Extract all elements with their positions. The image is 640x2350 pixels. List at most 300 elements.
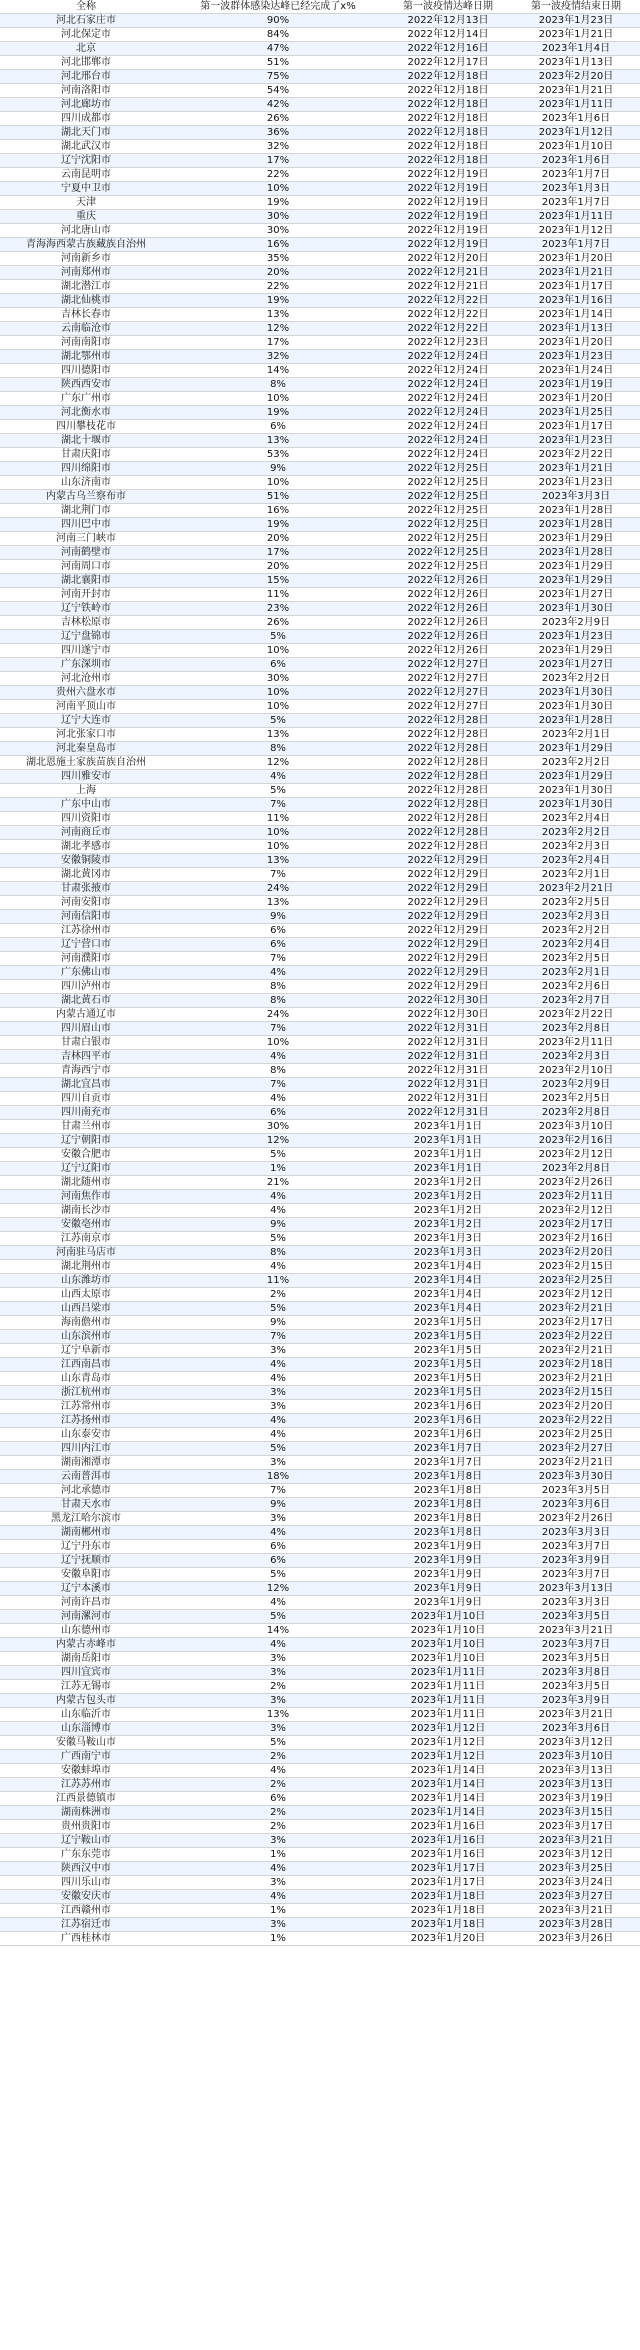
cell-peak-date[interactable]: 2022年12月28日 <box>384 840 512 854</box>
cell-percent[interactable]: 53% <box>172 448 384 462</box>
cell-end-date[interactable]: 2023年1月29日 <box>512 560 640 574</box>
cell-name[interactable]: 辽宁鞍山市 <box>0 1834 172 1848</box>
cell-percent[interactable]: 2% <box>172 1680 384 1694</box>
cell-percent[interactable]: 16% <box>172 238 384 252</box>
cell-name[interactable]: 山西吕梁市 <box>0 1302 172 1316</box>
cell-end-date[interactable]: 2023年1月6日 <box>512 154 640 168</box>
cell-name[interactable]: 湖北荆州市 <box>0 1260 172 1274</box>
cell-name[interactable]: 四川雅安市 <box>0 770 172 784</box>
cell-percent[interactable]: 20% <box>172 266 384 280</box>
cell-peak-date[interactable]: 2023年1月8日 <box>384 1470 512 1484</box>
cell-name[interactable]: 四川资阳市 <box>0 812 172 826</box>
cell-percent[interactable]: 9% <box>172 1498 384 1512</box>
cell-name[interactable]: 甘肃白银市 <box>0 1036 172 1050</box>
cell-percent[interactable]: 4% <box>172 1050 384 1064</box>
cell-name[interactable]: 湖北黄冈市 <box>0 868 172 882</box>
cell-end-date[interactable]: 2023年1月10日 <box>512 140 640 154</box>
cell-peak-date[interactable]: 2023年1月12日 <box>384 1722 512 1736</box>
cell-name[interactable]: 天津 <box>0 196 172 210</box>
cell-peak-date[interactable]: 2023年1月5日 <box>384 1316 512 1330</box>
cell-percent[interactable]: 3% <box>172 1722 384 1736</box>
cell-percent[interactable]: 7% <box>172 952 384 966</box>
cell-name[interactable]: 湖南岳阳市 <box>0 1652 172 1666</box>
header-name[interactable]: 全称 <box>0 0 172 14</box>
cell-peak-date[interactable]: 2022年12月23日 <box>384 336 512 350</box>
cell-peak-date[interactable]: 2022年12月26日 <box>384 630 512 644</box>
cell-name[interactable]: 湖北襄阳市 <box>0 574 172 588</box>
cell-name[interactable]: 河北沧州市 <box>0 672 172 686</box>
cell-end-date[interactable]: 2023年2月4日 <box>512 812 640 826</box>
cell-peak-date[interactable]: 2022年12月24日 <box>384 350 512 364</box>
cell-end-date[interactable]: 2023年2月4日 <box>512 938 640 952</box>
cell-peak-date[interactable]: 2022年12月18日 <box>384 84 512 98</box>
cell-peak-date[interactable]: 2023年1月4日 <box>384 1288 512 1302</box>
cell-end-date[interactable]: 2023年3月24日 <box>512 1876 640 1890</box>
cell-peak-date[interactable]: 2022年12月31日 <box>384 1106 512 1120</box>
cell-end-date[interactable]: 2023年3月9日 <box>512 1694 640 1708</box>
cell-end-date[interactable]: 2023年3月17日 <box>512 1820 640 1834</box>
cell-end-date[interactable]: 2023年3月3日 <box>512 1596 640 1610</box>
cell-name[interactable]: 河北承德市 <box>0 1484 172 1498</box>
cell-percent[interactable]: 9% <box>172 462 384 476</box>
cell-percent[interactable]: 7% <box>172 1330 384 1344</box>
cell-end-date[interactable]: 2023年2月20日 <box>512 70 640 84</box>
cell-percent[interactable]: 5% <box>172 1148 384 1162</box>
cell-peak-date[interactable]: 2022年12月28日 <box>384 714 512 728</box>
cell-peak-date[interactable]: 2023年1月6日 <box>384 1400 512 1414</box>
cell-name[interactable]: 吉林松原市 <box>0 616 172 630</box>
cell-percent[interactable]: 10% <box>172 840 384 854</box>
cell-percent[interactable]: 6% <box>172 420 384 434</box>
cell-name[interactable]: 四川泸州市 <box>0 980 172 994</box>
cell-percent[interactable]: 17% <box>172 336 384 350</box>
cell-percent[interactable]: 19% <box>172 406 384 420</box>
cell-end-date[interactable]: 2023年2月21日 <box>512 1456 640 1470</box>
cell-name[interactable]: 山东济南市 <box>0 476 172 490</box>
cell-percent[interactable]: 15% <box>172 574 384 588</box>
cell-name[interactable]: 河北廊坊市 <box>0 98 172 112</box>
cell-percent[interactable]: 30% <box>172 224 384 238</box>
cell-name[interactable]: 河北张家口市 <box>0 728 172 742</box>
cell-percent[interactable]: 7% <box>172 1078 384 1092</box>
cell-peak-date[interactable]: 2022年12月28日 <box>384 756 512 770</box>
cell-end-date[interactable]: 2023年1月20日 <box>512 336 640 350</box>
cell-end-date[interactable]: 2023年2月21日 <box>512 882 640 896</box>
cell-name[interactable]: 内蒙古赤峰市 <box>0 1638 172 1652</box>
cell-end-date[interactable]: 2023年2月5日 <box>512 1092 640 1106</box>
cell-peak-date[interactable]: 2023年1月3日 <box>384 1232 512 1246</box>
cell-name[interactable]: 四川遂宁市 <box>0 644 172 658</box>
cell-peak-date[interactable]: 2022年12月26日 <box>384 616 512 630</box>
cell-peak-date[interactable]: 2023年1月9日 <box>384 1568 512 1582</box>
cell-percent[interactable]: 75% <box>172 70 384 84</box>
header-percent[interactable]: 第一波群体感染达峰已经完成了x% <box>172 0 384 14</box>
cell-peak-date[interactable]: 2023年1月5日 <box>384 1330 512 1344</box>
cell-percent[interactable]: 12% <box>172 1134 384 1148</box>
cell-peak-date[interactable]: 2023年1月9日 <box>384 1554 512 1568</box>
cell-name[interactable]: 云南临沧市 <box>0 322 172 336</box>
cell-peak-date[interactable]: 2023年1月9日 <box>384 1582 512 1596</box>
cell-percent[interactable]: 14% <box>172 1624 384 1638</box>
cell-peak-date[interactable]: 2023年1月8日 <box>384 1498 512 1512</box>
cell-end-date[interactable]: 2023年3月19日 <box>512 1792 640 1806</box>
cell-name[interactable]: 湖北武汉市 <box>0 140 172 154</box>
cell-peak-date[interactable]: 2023年1月10日 <box>384 1638 512 1652</box>
cell-peak-date[interactable]: 2022年12月21日 <box>384 266 512 280</box>
cell-end-date[interactable]: 2023年1月12日 <box>512 224 640 238</box>
cell-name[interactable]: 辽宁大连市 <box>0 714 172 728</box>
cell-end-date[interactable]: 2023年2月2日 <box>512 672 640 686</box>
cell-name[interactable]: 河北邢台市 <box>0 70 172 84</box>
cell-peak-date[interactable]: 2022年12月31日 <box>384 1064 512 1078</box>
cell-percent[interactable]: 12% <box>172 322 384 336</box>
cell-percent[interactable]: 5% <box>172 1442 384 1456</box>
cell-percent[interactable]: 10% <box>172 644 384 658</box>
cell-end-date[interactable]: 2023年3月28日 <box>512 1918 640 1932</box>
cell-end-date[interactable]: 2023年2月21日 <box>512 1344 640 1358</box>
cell-end-date[interactable]: 2023年2月15日 <box>512 1260 640 1274</box>
cell-end-date[interactable]: 2023年1月24日 <box>512 364 640 378</box>
cell-percent[interactable]: 4% <box>172 770 384 784</box>
cell-end-date[interactable]: 2023年2月17日 <box>512 1218 640 1232</box>
cell-percent[interactable]: 5% <box>172 1736 384 1750</box>
cell-end-date[interactable]: 2023年3月13日 <box>512 1582 640 1596</box>
cell-peak-date[interactable]: 2023年1月11日 <box>384 1680 512 1694</box>
cell-percent[interactable]: 3% <box>172 1918 384 1932</box>
cell-name[interactable]: 河南开封市 <box>0 588 172 602</box>
cell-end-date[interactable]: 2023年1月17日 <box>512 420 640 434</box>
cell-name[interactable]: 四川乐山市 <box>0 1876 172 1890</box>
cell-percent[interactable]: 10% <box>172 182 384 196</box>
cell-end-date[interactable]: 2023年1月29日 <box>512 532 640 546</box>
cell-percent[interactable]: 47% <box>172 42 384 56</box>
cell-percent[interactable]: 2% <box>172 1820 384 1834</box>
cell-name[interactable]: 云南普洱市 <box>0 1470 172 1484</box>
cell-end-date[interactable]: 2023年1月20日 <box>512 252 640 266</box>
cell-peak-date[interactable]: 2022年12月18日 <box>384 126 512 140</box>
cell-end-date[interactable]: 2023年1月7日 <box>512 196 640 210</box>
cell-percent[interactable]: 1% <box>172 1848 384 1862</box>
cell-percent[interactable]: 10% <box>172 1036 384 1050</box>
cell-name[interactable]: 北京 <box>0 42 172 56</box>
cell-end-date[interactable]: 2023年2月11日 <box>512 1190 640 1204</box>
cell-percent[interactable]: 16% <box>172 504 384 518</box>
cell-end-date[interactable]: 2023年1月6日 <box>512 112 640 126</box>
cell-peak-date[interactable]: 2023年1月2日 <box>384 1204 512 1218</box>
cell-end-date[interactable]: 2023年3月25日 <box>512 1862 640 1876</box>
cell-name[interactable]: 河南南阳市 <box>0 336 172 350</box>
cell-name[interactable]: 黑龙江哈尔滨市 <box>0 1512 172 1526</box>
cell-peak-date[interactable]: 2022年12月22日 <box>384 308 512 322</box>
cell-name[interactable]: 辽宁抚顺市 <box>0 1554 172 1568</box>
cell-peak-date[interactable]: 2022年12月31日 <box>384 1050 512 1064</box>
cell-peak-date[interactable]: 2022年12月28日 <box>384 728 512 742</box>
cell-name[interactable]: 湖南株洲市 <box>0 1806 172 1820</box>
cell-end-date[interactable]: 2023年1月29日 <box>512 742 640 756</box>
cell-end-date[interactable]: 2023年1月29日 <box>512 644 640 658</box>
cell-name[interactable]: 安徽合肥市 <box>0 1148 172 1162</box>
cell-peak-date[interactable]: 2023年1月14日 <box>384 1792 512 1806</box>
cell-name[interactable]: 河南许昌市 <box>0 1596 172 1610</box>
cell-name[interactable]: 湖北潜江市 <box>0 280 172 294</box>
cell-name[interactable]: 吉林四平市 <box>0 1050 172 1064</box>
cell-name[interactable]: 江苏苏州市 <box>0 1778 172 1792</box>
cell-percent[interactable]: 6% <box>172 1792 384 1806</box>
cell-end-date[interactable]: 2023年1月30日 <box>512 602 640 616</box>
cell-percent[interactable]: 3% <box>172 1386 384 1400</box>
cell-name[interactable]: 湖南郴州市 <box>0 1526 172 1540</box>
cell-name[interactable]: 广东深圳市 <box>0 658 172 672</box>
cell-end-date[interactable]: 2023年2月10日 <box>512 1064 640 1078</box>
cell-end-date[interactable]: 2023年2月8日 <box>512 1162 640 1176</box>
cell-peak-date[interactable]: 2022年12月29日 <box>384 952 512 966</box>
cell-end-date[interactable]: 2023年2月22日 <box>512 1008 640 1022</box>
cell-end-date[interactable]: 2023年2月3日 <box>512 1050 640 1064</box>
cell-end-date[interactable]: 2023年1月27日 <box>512 588 640 602</box>
cell-end-date[interactable]: 2023年2月6日 <box>512 980 640 994</box>
cell-percent[interactable]: 3% <box>172 1512 384 1526</box>
cell-end-date[interactable]: 2023年2月5日 <box>512 896 640 910</box>
cell-end-date[interactable]: 2023年2月8日 <box>512 1022 640 1036</box>
cell-end-date[interactable]: 2023年2月26日 <box>512 1176 640 1190</box>
cell-peak-date[interactable]: 2023年1月5日 <box>384 1358 512 1372</box>
cell-peak-date[interactable]: 2022年12月14日 <box>384 28 512 42</box>
cell-peak-date[interactable]: 2023年1月4日 <box>384 1302 512 1316</box>
cell-percent[interactable]: 3% <box>172 1456 384 1470</box>
cell-percent[interactable]: 90% <box>172 14 384 28</box>
cell-percent[interactable]: 4% <box>172 1414 384 1428</box>
cell-peak-date[interactable]: 2023年1月8日 <box>384 1512 512 1526</box>
cell-peak-date[interactable]: 2023年1月3日 <box>384 1246 512 1260</box>
cell-peak-date[interactable]: 2022年12月28日 <box>384 812 512 826</box>
cell-name[interactable]: 甘肃兰州市 <box>0 1120 172 1134</box>
cell-percent[interactable]: 4% <box>172 1372 384 1386</box>
cell-end-date[interactable]: 2023年1月7日 <box>512 238 640 252</box>
cell-percent[interactable]: 10% <box>172 686 384 700</box>
cell-percent[interactable]: 4% <box>172 1862 384 1876</box>
cell-end-date[interactable]: 2023年3月7日 <box>512 1638 640 1652</box>
cell-name[interactable]: 青海西宁市 <box>0 1064 172 1078</box>
cell-end-date[interactable]: 2023年3月21日 <box>512 1708 640 1722</box>
cell-end-date[interactable]: 2023年3月10日 <box>512 1750 640 1764</box>
cell-name[interactable]: 四川自贡市 <box>0 1092 172 1106</box>
cell-end-date[interactable]: 2023年1月21日 <box>512 462 640 476</box>
cell-name[interactable]: 湖北恩施土家族苗族自治州 <box>0 756 172 770</box>
cell-peak-date[interactable]: 2022年12月27日 <box>384 672 512 686</box>
cell-peak-date[interactable]: 2022年12月19日 <box>384 224 512 238</box>
cell-percent[interactable]: 2% <box>172 1750 384 1764</box>
cell-peak-date[interactable]: 2022年12月30日 <box>384 1008 512 1022</box>
cell-name[interactable]: 江西南昌市 <box>0 1358 172 1372</box>
cell-percent[interactable]: 4% <box>172 1526 384 1540</box>
cell-percent[interactable]: 8% <box>172 378 384 392</box>
cell-peak-date[interactable]: 2022年12月29日 <box>384 924 512 938</box>
cell-peak-date[interactable]: 2023年1月2日 <box>384 1190 512 1204</box>
cell-name[interactable]: 甘肃天水市 <box>0 1498 172 1512</box>
cell-name[interactable]: 云南昆明市 <box>0 168 172 182</box>
cell-end-date[interactable]: 2023年1月16日 <box>512 294 640 308</box>
cell-name[interactable]: 辽宁沈阳市 <box>0 154 172 168</box>
cell-percent[interactable]: 7% <box>172 1484 384 1498</box>
cell-end-date[interactable]: 2023年1月13日 <box>512 56 640 70</box>
cell-percent[interactable]: 22% <box>172 280 384 294</box>
cell-end-date[interactable]: 2023年1月23日 <box>512 350 640 364</box>
cell-name[interactable]: 安徽铜陵市 <box>0 854 172 868</box>
cell-peak-date[interactable]: 2022年12月26日 <box>384 602 512 616</box>
cell-percent[interactable]: 7% <box>172 868 384 882</box>
cell-percent[interactable]: 8% <box>172 980 384 994</box>
cell-peak-date[interactable]: 2023年1月11日 <box>384 1694 512 1708</box>
cell-end-date[interactable]: 2023年2月26日 <box>512 1512 640 1526</box>
cell-peak-date[interactable]: 2023年1月14日 <box>384 1778 512 1792</box>
cell-percent[interactable]: 7% <box>172 1022 384 1036</box>
cell-name[interactable]: 贵州六盘水市 <box>0 686 172 700</box>
cell-end-date[interactable]: 2023年1月28日 <box>512 504 640 518</box>
cell-name[interactable]: 陕西西安市 <box>0 378 172 392</box>
cell-name[interactable]: 湖北天门市 <box>0 126 172 140</box>
cell-peak-date[interactable]: 2022年12月28日 <box>384 798 512 812</box>
cell-peak-date[interactable]: 2023年1月18日 <box>384 1918 512 1932</box>
cell-name[interactable]: 山东临沂市 <box>0 1708 172 1722</box>
cell-percent[interactable]: 13% <box>172 308 384 322</box>
cell-percent[interactable]: 11% <box>172 812 384 826</box>
cell-end-date[interactable]: 2023年3月5日 <box>512 1484 640 1498</box>
cell-end-date[interactable]: 2023年1月25日 <box>512 406 640 420</box>
cell-end-date[interactable]: 2023年3月5日 <box>512 1680 640 1694</box>
cell-peak-date[interactable]: 2023年1月14日 <box>384 1806 512 1820</box>
cell-percent[interactable]: 3% <box>172 1344 384 1358</box>
cell-name[interactable]: 重庆 <box>0 210 172 224</box>
cell-peak-date[interactable]: 2023年1月7日 <box>384 1442 512 1456</box>
cell-name[interactable]: 安徽阜阳市 <box>0 1568 172 1582</box>
cell-peak-date[interactable]: 2023年1月5日 <box>384 1344 512 1358</box>
cell-peak-date[interactable]: 2022年12月24日 <box>384 364 512 378</box>
cell-end-date[interactable]: 2023年2月2日 <box>512 826 640 840</box>
cell-percent[interactable]: 17% <box>172 546 384 560</box>
cell-name[interactable]: 河南鹤壁市 <box>0 546 172 560</box>
cell-peak-date[interactable]: 2022年12月29日 <box>384 980 512 994</box>
cell-name[interactable]: 河南三门峡市 <box>0 532 172 546</box>
cell-percent[interactable]: 18% <box>172 1470 384 1484</box>
cell-name[interactable]: 辽宁阜新市 <box>0 1344 172 1358</box>
cell-percent[interactable]: 51% <box>172 490 384 504</box>
cell-end-date[interactable]: 2023年3月7日 <box>512 1568 640 1582</box>
cell-peak-date[interactable]: 2022年12月27日 <box>384 658 512 672</box>
cell-peak-date[interactable]: 2022年12月19日 <box>384 168 512 182</box>
cell-peak-date[interactable]: 2022年12月26日 <box>384 588 512 602</box>
cell-peak-date[interactable]: 2022年12月13日 <box>384 14 512 28</box>
cell-end-date[interactable]: 2023年1月21日 <box>512 28 640 42</box>
cell-end-date[interactable]: 2023年1月23日 <box>512 14 640 28</box>
cell-name[interactable]: 辽宁盘锦市 <box>0 630 172 644</box>
cell-end-date[interactable]: 2023年1月11日 <box>512 210 640 224</box>
cell-name[interactable]: 青海海西蒙古族藏族自治州 <box>0 238 172 252</box>
cell-name[interactable]: 河南周口市 <box>0 560 172 574</box>
cell-peak-date[interactable]: 2023年1月2日 <box>384 1218 512 1232</box>
cell-end-date[interactable]: 2023年2月5日 <box>512 952 640 966</box>
cell-end-date[interactable]: 2023年1月4日 <box>512 42 640 56</box>
cell-percent[interactable]: 4% <box>172 1204 384 1218</box>
cell-percent[interactable]: 8% <box>172 1064 384 1078</box>
cell-name[interactable]: 甘肃张掖市 <box>0 882 172 896</box>
cell-name[interactable]: 河北石家庄市 <box>0 14 172 28</box>
cell-percent[interactable]: 5% <box>172 1568 384 1582</box>
cell-name[interactable]: 广东广州市 <box>0 392 172 406</box>
cell-percent[interactable]: 4% <box>172 966 384 980</box>
cell-name[interactable]: 四川德阳市 <box>0 364 172 378</box>
header-peak-date[interactable]: 第一波疫情达峰日期 <box>384 0 512 14</box>
cell-percent[interactable]: 10% <box>172 700 384 714</box>
cell-name[interactable]: 河北保定市 <box>0 28 172 42</box>
cell-name[interactable]: 吉林长春市 <box>0 308 172 322</box>
cell-peak-date[interactable]: 2023年1月9日 <box>384 1540 512 1554</box>
cell-percent[interactable]: 9% <box>172 1218 384 1232</box>
cell-peak-date[interactable]: 2022年12月29日 <box>384 966 512 980</box>
cell-end-date[interactable]: 2023年3月30日 <box>512 1470 640 1484</box>
cell-end-date[interactable]: 2023年1月30日 <box>512 700 640 714</box>
cell-percent[interactable]: 42% <box>172 98 384 112</box>
cell-percent[interactable]: 13% <box>172 434 384 448</box>
cell-end-date[interactable]: 2023年1月21日 <box>512 266 640 280</box>
cell-percent[interactable]: 8% <box>172 742 384 756</box>
cell-peak-date[interactable]: 2022年12月21日 <box>384 280 512 294</box>
cell-end-date[interactable]: 2023年1月23日 <box>512 434 640 448</box>
cell-name[interactable]: 四川南充市 <box>0 1106 172 1120</box>
cell-name[interactable]: 河南焦作市 <box>0 1190 172 1204</box>
cell-end-date[interactable]: 2023年2月25日 <box>512 1274 640 1288</box>
cell-percent[interactable]: 19% <box>172 294 384 308</box>
cell-peak-date[interactable]: 2023年1月20日 <box>384 1932 512 1946</box>
cell-peak-date[interactable]: 2022年12月25日 <box>384 476 512 490</box>
cell-end-date[interactable]: 2023年3月13日 <box>512 1764 640 1778</box>
cell-peak-date[interactable]: 2023年1月12日 <box>384 1750 512 1764</box>
cell-peak-date[interactable]: 2022年12月28日 <box>384 784 512 798</box>
cell-name[interactable]: 江苏宿迁市 <box>0 1918 172 1932</box>
cell-percent[interactable]: 10% <box>172 392 384 406</box>
cell-peak-date[interactable]: 2022年12月29日 <box>384 882 512 896</box>
cell-peak-date[interactable]: 2022年12月25日 <box>384 462 512 476</box>
cell-peak-date[interactable]: 2022年12月18日 <box>384 70 512 84</box>
cell-name[interactable]: 山东青岛市 <box>0 1372 172 1386</box>
cell-name[interactable]: 河南信阳市 <box>0 910 172 924</box>
cell-end-date[interactable]: 2023年2月4日 <box>512 854 640 868</box>
cell-end-date[interactable]: 2023年2月18日 <box>512 1358 640 1372</box>
cell-peak-date[interactable]: 2022年12月25日 <box>384 490 512 504</box>
cell-end-date[interactable]: 2023年2月20日 <box>512 1400 640 1414</box>
cell-percent[interactable]: 54% <box>172 84 384 98</box>
cell-end-date[interactable]: 2023年2月1日 <box>512 966 640 980</box>
cell-peak-date[interactable]: 2022年12月29日 <box>384 910 512 924</box>
cell-name[interactable]: 湖北黄石市 <box>0 994 172 1008</box>
cell-end-date[interactable]: 2023年2月20日 <box>512 1246 640 1260</box>
cell-percent[interactable]: 11% <box>172 588 384 602</box>
cell-percent[interactable]: 3% <box>172 1694 384 1708</box>
cell-peak-date[interactable]: 2022年12月28日 <box>384 826 512 840</box>
cell-end-date[interactable]: 2023年1月23日 <box>512 630 640 644</box>
cell-name[interactable]: 四川绵阳市 <box>0 462 172 476</box>
cell-name[interactable]: 江苏常州市 <box>0 1400 172 1414</box>
cell-end-date[interactable]: 2023年2月21日 <box>512 1372 640 1386</box>
cell-peak-date[interactable]: 2022年12月29日 <box>384 868 512 882</box>
cell-percent[interactable]: 8% <box>172 994 384 1008</box>
cell-name[interactable]: 辽宁朝阳市 <box>0 1134 172 1148</box>
cell-name[interactable]: 河南商丘市 <box>0 826 172 840</box>
cell-percent[interactable]: 8% <box>172 1246 384 1260</box>
cell-percent[interactable]: 26% <box>172 616 384 630</box>
cell-end-date[interactable]: 2023年2月8日 <box>512 1106 640 1120</box>
cell-end-date[interactable]: 2023年2月3日 <box>512 910 640 924</box>
cell-percent[interactable]: 4% <box>172 1764 384 1778</box>
